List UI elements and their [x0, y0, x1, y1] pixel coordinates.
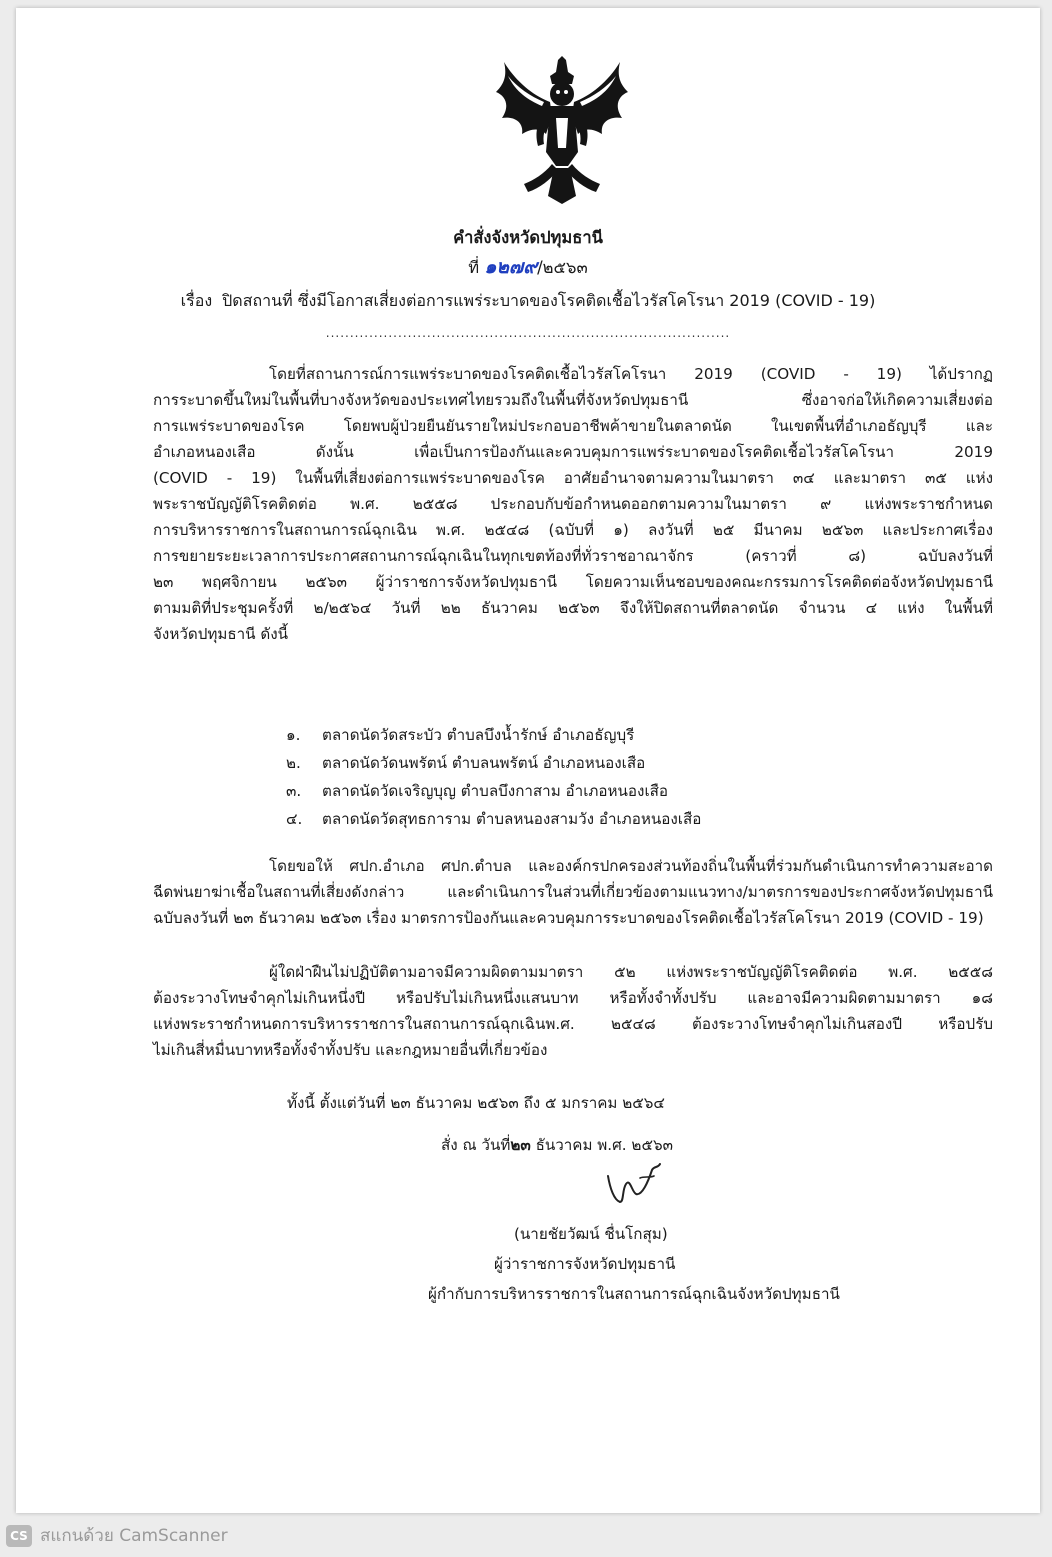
paragraph-line: การแพร่ระบาดของโรค โดยพบผู้ป่วยยืนยันรายใหม่ประกอบอาชีพค้าขายในตลาดนัด ในเขตพื้นที่อำเภอธัญบุรี และ [153, 417, 993, 435]
effective-period: ทั้งนี้ ตั้งแต่วันที่ ๒๓ ธันวาคม ๒๕๖๓ ถึง ๕ มกราคม ๒๕๖๔ [287, 1094, 665, 1112]
garuda-emblem-icon [494, 56, 630, 204]
camscanner-watermark [6, 1522, 228, 1549]
paragraph-line: การบริหารราชการในสถานการณ์ฉุกเฉิน พ.ศ. ๒๕๔๘ (ฉบับที่ ๑) ลงวันที่ ๒๕ มีนาคม ๒๕๖๓ และประกาศเรื่อง [153, 521, 993, 539]
paragraph-line: โดยขอให้ ศปก.อำเภอ ศปก.ตำบล และองค์กรปกครองส่วนท้องถิ่นในพื้นที่ร่วมกันดำเนินการทำความสะอาด [269, 857, 993, 875]
list-item [286, 749, 701, 777]
paragraph-line: ไม่เกินสี่หมื่นบาทหรือทั้งจำทั้งปรับ และกฎหมายอื่นที่เกี่ยวข้อง [153, 1041, 548, 1059]
list-item-number: ๒. [286, 754, 301, 772]
paragraph-line: โดยที่สถานการณ์การแพร่ระบาดของโรคติดเชื้อไวรัสโคโรนา 2019 (COVID - 19) ได้ปรากฏ [269, 365, 993, 383]
separator-dots: .................................................................................... [325, 326, 731, 340]
market-list [286, 721, 701, 833]
signatory-role: ผู้กำกับการบริหารราชการในสถานการณ์ฉุกเฉินจังหวัดปทุมธานี [428, 1285, 840, 1303]
paragraph-line: การขยายระยะเวลาการประกาศสถานการณ์ฉุกเฉินในทุกเขตท้องที่ทั่วราชอาณาจักร (คราวที่ ๘) ฉบับลงวันที่ [153, 547, 993, 565]
paragraph-line: (COVID - 19) ในพื้นที่เสี่ยงต่อการแพร่ระบาดของโรค อาศัยอำนาจตามความในมาตรา ๓๔ และมาตรา ๓๕ แห่ง [153, 469, 993, 487]
order-number-handwritten: ๑๒๗๙ [484, 256, 538, 278]
order-number-prefix: ที่ [468, 258, 480, 277]
paragraph-line: พระราชบัญญัติโรคติดต่อ พ.ศ. ๒๕๕๘ ประกอบกับข้อกำหนดออกตามความในมาตรา ๙ แห่งพระราชกำหนด [153, 495, 993, 513]
paragraph-line: ผู้ใดฝ่าฝืนไม่ปฏิบัติตามอาจมีความผิดตามมาตรา ๕๒ แห่งพระราชบัญญัติโรคติดต่อ พ.ศ. ๒๕๕๘ [269, 963, 993, 981]
order-heading: คำสั่งจังหวัดปทุมธานี [453, 228, 603, 247]
document-page [16, 8, 1040, 1513]
paragraph-main [153, 361, 993, 647]
order-date [441, 1133, 673, 1157]
paragraph-line: ตามมติที่ประชุมครั้งที่ ๒/๒๕๖๔ วันที่ ๒๒ ธันวาคม ๒๕๖๓ จึงให้ปิดสถานที่ตลาดนัด จำนวน ๔ แห่ง ในพื้นที่ [153, 599, 993, 617]
list-item-number: ๑. [286, 726, 301, 744]
order-number [16, 252, 1040, 282]
list-item [286, 721, 701, 749]
order-date-suffix: ธันวาคม พ.ศ. ๒๕๖๓ [535, 1136, 673, 1154]
paragraph-line: การระบาดขึ้นใหม่ในพื้นที่บางจังหวัดของประเทศไทยรวมถึงในพื้นที่จังหวัดปทุมธานี ซึ่งอาจก่อให้เกิดความเสี่ยงต่อ [153, 391, 993, 409]
paragraph-line: แห่งพระราชกำหนดการบริหารราชการในสถานการณ์ฉุกเฉินพ.ศ. ๒๕๔๘ ต้องระวางโทษจำคุกไม่เกินสองปี หรือปรับ [153, 1015, 993, 1033]
order-date-day: ๒๓ [510, 1136, 531, 1154]
paragraph-line: ฉบับลงวันที่ ๒๓ ธันวาคม ๒๕๖๓ เรื่อง มาตรการป้องกันและควบคุมการระบาดของโรคติดเชื้อไวรัสโคโรนา 2019 (COVID - 19) [153, 909, 984, 927]
paragraph-penalty [153, 959, 993, 1063]
signatory-title: ผู้ว่าราชการจังหวัดปทุมธานี [494, 1255, 676, 1273]
signature-mark [602, 1162, 662, 1204]
list-item-text: ตลาดนัดวัดนพรัตน์ ตำบลนพรัตน์ อำเภอหนองเสือ [322, 754, 646, 772]
subject-label: เรื่อง [180, 291, 213, 310]
signatory-name: (นายชัยวัฒน์ ชื่นโกสุม) [514, 1225, 668, 1243]
paragraph-line: อำเภอหนองเสือ ดังนั้น เพื่อเป็นการป้องกันและควบคุมการแพร่ระบาดของโรคติดเชื้อไวรัสโคโรนา 2019 [153, 443, 993, 461]
paragraph-line: ต้องระวางโทษจำคุกไม่เกินหนึ่งปี หรือปรับไม่เกินหนึ่งแสนบาท หรือทั้งจำทั้งปรับ และอาจมีความผิดตามมาตรา ๑๘ [153, 989, 993, 1007]
order-date-prefix: สั่ง ณ วันที่ [441, 1136, 511, 1154]
paragraph-line: ฉีดพ่นยาฆ่าเชื้อในสถานที่เสี่ยงดังกล่าว และดำเนินการในส่วนที่เกี่ยวข้องตามแนวทาง/มาตรการของประกาศจังหวัดปทุมธานี [153, 883, 993, 901]
watermark-text: สแกนด้วย CamScanner [40, 1526, 228, 1546]
list-item-number: ๔. [286, 810, 303, 828]
list-item-text: ตลาดนัดวัดสระบัว ตำบลบึงน้ำรักษ์ อำเภอธัญบุรี [322, 726, 635, 744]
paragraph-line: ๒๓ พฤศจิกายน ๒๕๖๓ ผู้ว่าราชการจังหวัดปทุมธานี โดยความเห็นชอบของคณะกรรมการโรคติดต่อจังหวัดปทุมธานี [153, 573, 993, 591]
list-item-text: ตลาดนัดวัดสุทธการาม ตำบลหนองสามวัง อำเภอหนองเสือ [322, 810, 702, 828]
paragraph-line: จังหวัดปทุมธานี ดังนี้ [153, 625, 289, 643]
subject-text: ปิดสถานที่ ซึ่งมีโอกาสเสี่ยงต่อการแพร่ระบาดของโรคติดเชื้อไวรัสโคโรนา 2019 (COVID - 19) [222, 291, 876, 310]
paragraph-instructions [153, 853, 993, 931]
camscanner-logo-icon: CS [6, 1525, 32, 1547]
order-number-year: /๒๕๖๓ [537, 258, 588, 277]
list-item-number: ๓. [286, 782, 302, 800]
order-subject [16, 289, 1040, 314]
list-item [286, 777, 701, 805]
list-item-text: ตลาดนัดวัดเจริญบุญ ตำบลบึงกาสาม อำเภอหนองเสือ [322, 782, 669, 800]
list-item [286, 805, 701, 833]
